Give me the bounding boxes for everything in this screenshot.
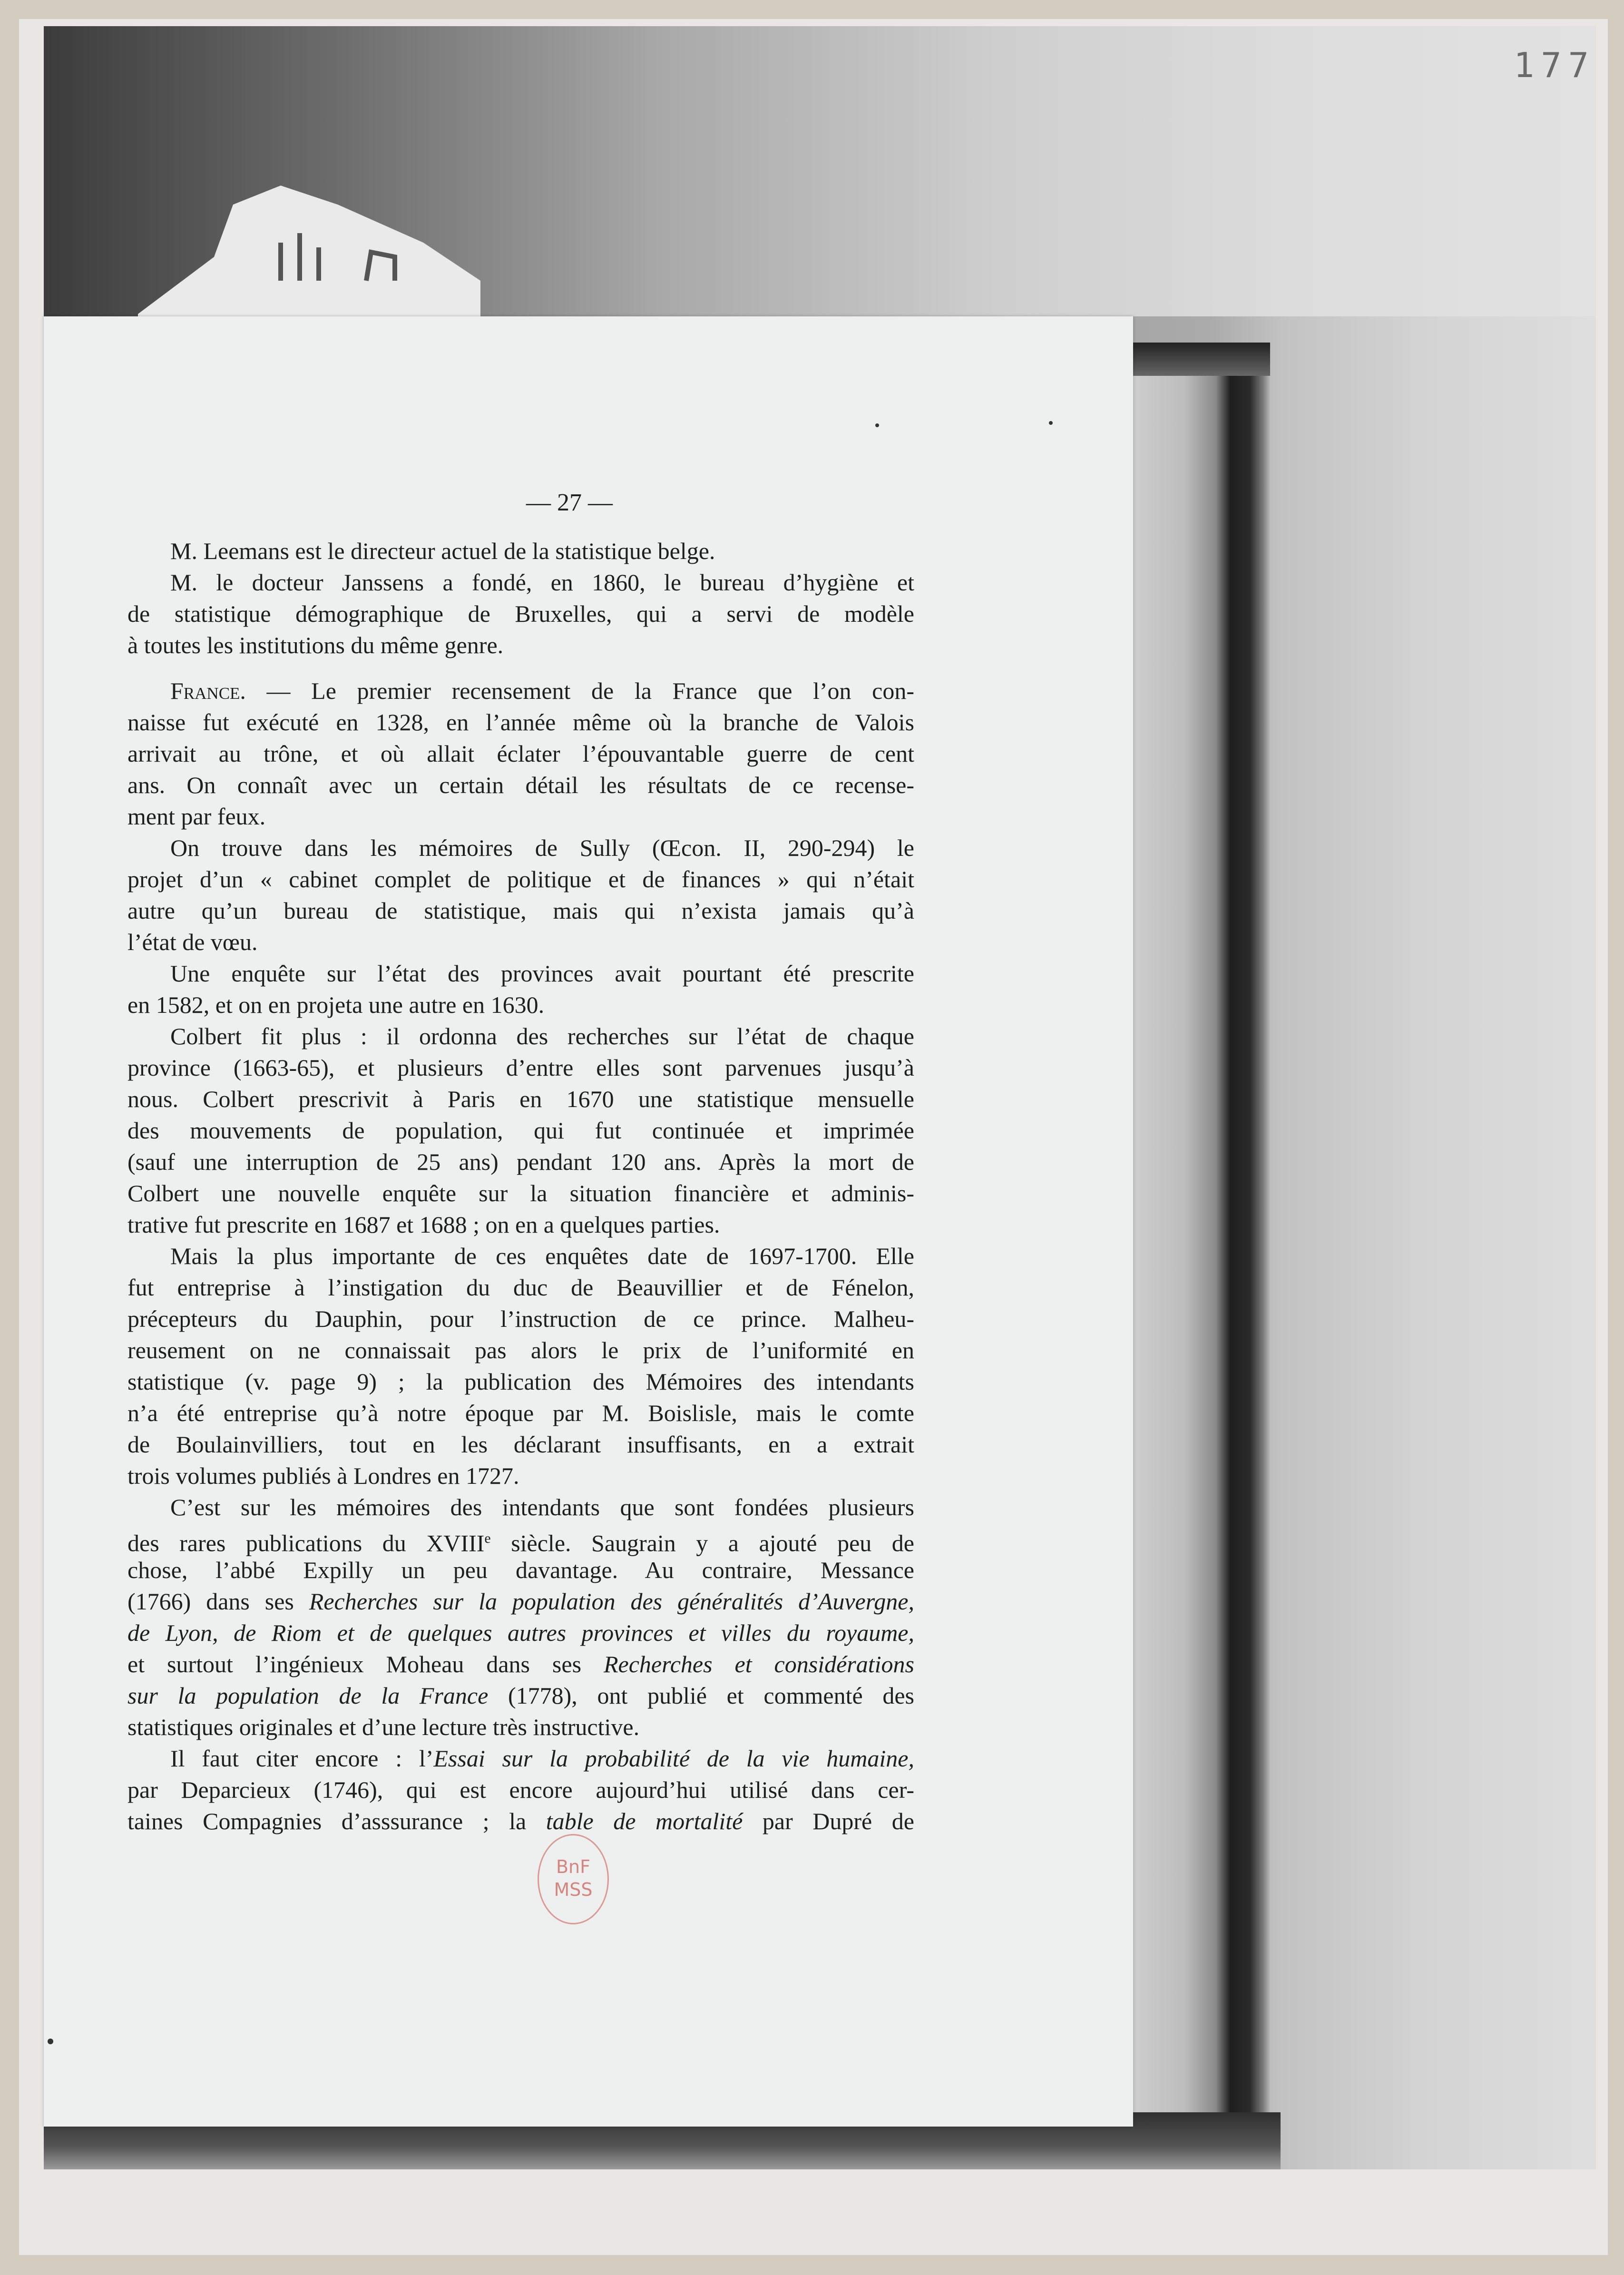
text-segment: des mouvements de population, qui fut continuée et imprimée bbox=[127, 1117, 914, 1144]
text-segment: arrivait au trône, et où allait éclater l’épouvantable guerre de cent bbox=[127, 740, 914, 767]
text-line bbox=[127, 1711, 914, 1743]
text-line bbox=[127, 535, 914, 567]
text-line bbox=[127, 706, 914, 738]
text-segment: (sauf une interruption de 25 ans) pendant 120 ans. Après la mort de bbox=[127, 1148, 914, 1175]
text-segment: ment par feux. bbox=[127, 803, 266, 830]
text-segment: l’état de vœu. bbox=[127, 929, 258, 955]
text-segment: de Boulainvilliers, tout en les déclarant insuffisants, en a extrait bbox=[127, 1431, 914, 1458]
text-segment: province (1663-65), et plusieurs d’entre elles sont parvenues jusqu’à bbox=[127, 1054, 914, 1081]
text-line bbox=[127, 1334, 914, 1366]
text-segment: à toutes les institutions du même genre. bbox=[127, 632, 504, 658]
library-stamp bbox=[538, 1834, 609, 1924]
text-line bbox=[127, 1020, 914, 1052]
speck bbox=[1049, 421, 1053, 425]
text-segment: n’a été entreprise qu’à notre époque par M. Boislisle, mais le comte bbox=[127, 1400, 914, 1426]
text-segment: fut entreprise à l’instigation du duc de Beauvillier et de Fénelon, bbox=[127, 1274, 914, 1301]
text-line bbox=[127, 1240, 914, 1272]
text-line bbox=[127, 1460, 914, 1491]
text-segment: trative fut prescrite en 1687 et 1688 ; on en a quelques parties. bbox=[127, 1211, 720, 1238]
text-line bbox=[127, 1303, 914, 1334]
text-line bbox=[127, 1680, 914, 1711]
text-segment: et surtout l’ingénieux Moheau dans ses bbox=[127, 1651, 604, 1677]
text-segment: projet d’un « cabinet complet de politique et de finances » qui n’était bbox=[127, 866, 914, 892]
torn-paper-fragment bbox=[138, 186, 480, 324]
italic-title: Essai sur la probabilité de la vie humaine, bbox=[433, 1745, 914, 1772]
italic-title: Recherches et considérations bbox=[604, 1651, 914, 1677]
text-line bbox=[127, 926, 914, 958]
text-segment: — Le premier recensement de la France que l’on con- bbox=[245, 677, 914, 704]
speck bbox=[875, 423, 879, 427]
text-line bbox=[127, 1366, 914, 1397]
text-segment: des rares publications du XVIII bbox=[127, 1530, 485, 1557]
text-segment: Colbert une nouvelle enquête sur la situation financière et adminis- bbox=[127, 1180, 914, 1206]
text-segment: statistique (v. page 9) ; la publication des Mémoires des intendants bbox=[127, 1368, 914, 1395]
text-segment: trois volumes publiés à Londres en 1727. bbox=[127, 1462, 519, 1489]
text-line bbox=[127, 801, 914, 832]
body-text bbox=[127, 535, 914, 1837]
text-segment: naisse fut exécuté en 1328, en l’année même où la branche de Valois bbox=[127, 709, 914, 735]
text-line bbox=[127, 1523, 914, 1557]
text-line bbox=[127, 1052, 914, 1083]
text-line bbox=[127, 1586, 914, 1617]
text-line bbox=[127, 1805, 914, 1837]
book-edge-top bbox=[1132, 343, 1270, 376]
text-segment: M. le docteur Janssens a fondé, en 1860, le bureau d’hygiène et bbox=[170, 569, 914, 596]
text-line bbox=[127, 863, 914, 895]
text-segment: chose, l’abbé Expilly un peu davantage. Au contraire, Messance bbox=[127, 1557, 914, 1583]
text-line bbox=[127, 832, 914, 863]
text-segment: siècle. Saugrain y a ajouté peu de bbox=[490, 1530, 914, 1557]
text-line bbox=[127, 1177, 914, 1209]
text-line bbox=[127, 567, 914, 598]
text-line bbox=[127, 1774, 914, 1805]
text-segment: reusement on ne connaissait pas alors le prix de l’uniformité en bbox=[127, 1337, 914, 1363]
book-edge bbox=[1127, 343, 1270, 2131]
text-segment: autre qu’un bureau de statistique, mais qui n’exista jamais qu’à bbox=[127, 897, 914, 924]
text-segment: France. bbox=[170, 677, 246, 704]
paragraph-gap bbox=[127, 661, 914, 675]
text-segment: par Deparcieux (1746), qui est encore aujourd’hui utilisé dans cer- bbox=[127, 1776, 914, 1803]
italic-title: de Lyon, de Riom et de quelques autres provinces et villes du royaume, bbox=[127, 1619, 914, 1646]
text-line bbox=[127, 1617, 914, 1648]
text-line bbox=[127, 1429, 914, 1460]
text-line bbox=[127, 1491, 914, 1523]
page-number: — 27 — bbox=[526, 489, 613, 516]
text-line bbox=[127, 738, 914, 769]
text-segment: ans. On connaît avec un certain détail les résultats de ce recense- bbox=[127, 772, 914, 798]
text-line bbox=[127, 1554, 914, 1586]
text-segment: e bbox=[484, 1530, 491, 1546]
text-line bbox=[127, 1743, 914, 1774]
stamp-line-2: MSS bbox=[554, 1879, 593, 1900]
text-line bbox=[127, 895, 914, 926]
text-line bbox=[127, 1648, 914, 1680]
italic-title: Recherches sur la population des généralités d’Auvergne, bbox=[309, 1588, 914, 1615]
text-segment: Colbert fit plus : il ordonna des recherches sur l’état de chaque bbox=[170, 1023, 914, 1049]
text-segment: taines Compagnies d’asssurance ; la bbox=[127, 1808, 546, 1834]
text-segment: nous. Colbert prescrivit à Paris en 1670 une statistique mensuelle bbox=[127, 1086, 914, 1112]
italic-title: table de mortalité bbox=[546, 1808, 743, 1834]
text-segment: M. Leemans est le directeur actuel de la statistique belge. bbox=[170, 538, 715, 564]
text-line bbox=[127, 989, 914, 1020]
speck bbox=[48, 2039, 53, 2044]
text-line bbox=[127, 1115, 914, 1146]
text-line bbox=[127, 769, 914, 801]
text-line bbox=[127, 598, 914, 629]
text-segment: Mais la plus importante de ces enquêtes date de 1697-1700. Elle bbox=[170, 1243, 914, 1269]
text-line bbox=[127, 1272, 914, 1303]
text-segment: (1766) dans ses bbox=[127, 1588, 309, 1615]
text-line bbox=[127, 629, 914, 661]
text-segment: de statistique démographique de Bruxelles, qui a servi de modèle bbox=[127, 600, 914, 627]
text-segment: précepteurs du Dauphin, pour l’instruction de ce prince. Malheu- bbox=[127, 1305, 914, 1332]
text-segment: Il faut citer encore : l’ bbox=[170, 1745, 434, 1772]
text-line bbox=[127, 1397, 914, 1429]
text-segment: On trouve dans les mémoires de Sully (Œcon. II, 290-294) le bbox=[170, 834, 914, 861]
text-segment: C’est sur les mémoires des intendants que sont fondées plusieurs bbox=[170, 1494, 914, 1520]
text-segment: par Dupré de bbox=[743, 1808, 914, 1834]
text-line bbox=[127, 1146, 914, 1177]
text-segment: en 1582, et on en projeta une autre en 1630. bbox=[127, 991, 545, 1018]
text-segment: (1778), ont publié et commenté des bbox=[488, 1682, 914, 1709]
text-line bbox=[127, 1083, 914, 1115]
text-segment: Une enquête sur l’état des provinces avait pourtant été prescrite bbox=[170, 960, 914, 987]
text-line bbox=[127, 958, 914, 989]
italic-title: sur la population de la France bbox=[127, 1682, 489, 1709]
folio-number: 177 bbox=[1513, 45, 1595, 85]
text-line bbox=[127, 1209, 914, 1240]
text-line bbox=[127, 675, 914, 706]
text-segment: statistiques originales et d’une lecture très instructive. bbox=[127, 1714, 640, 1740]
stamp-line-1: BnF bbox=[556, 1856, 590, 1877]
